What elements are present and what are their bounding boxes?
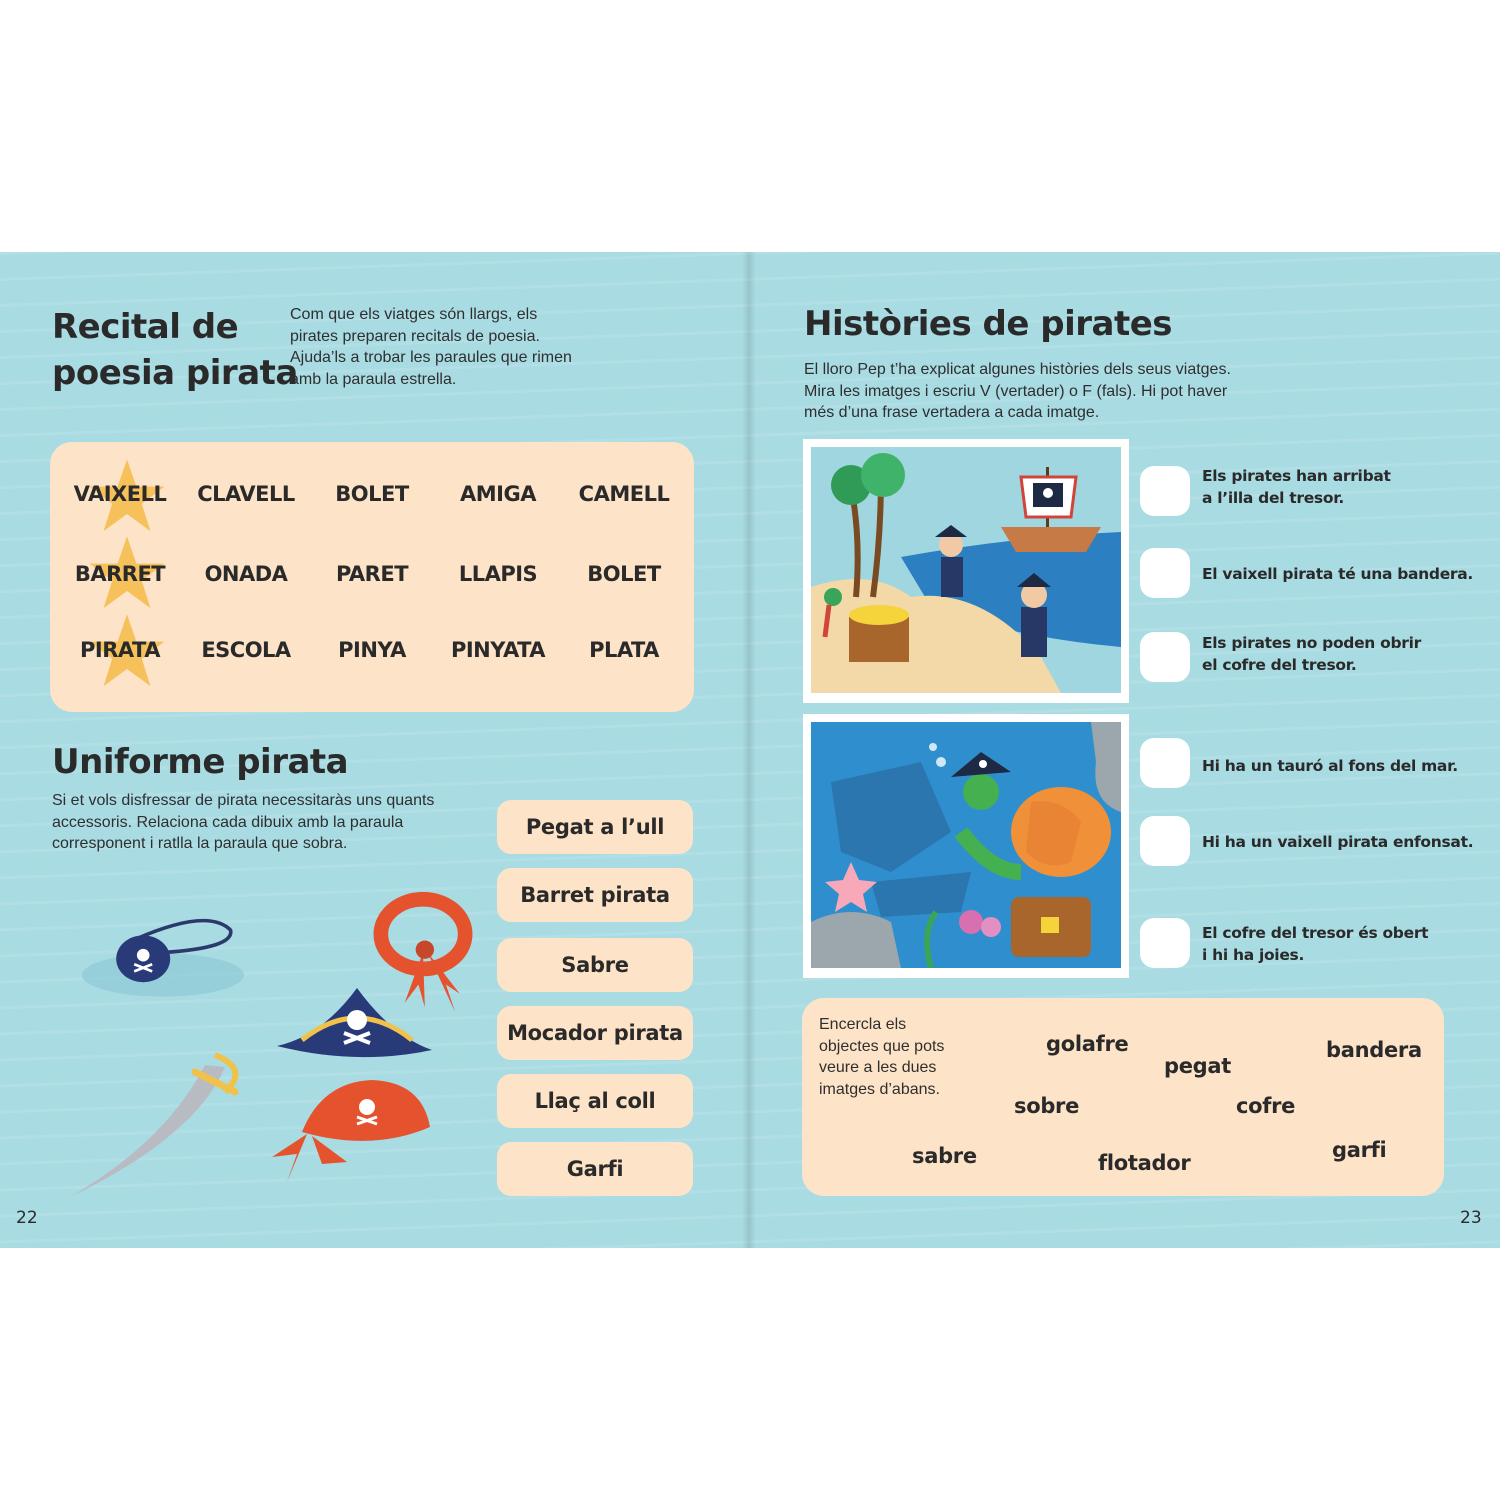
circle-word[interactable]: bandera: [1326, 1038, 1422, 1062]
island-scene-frame: [803, 439, 1129, 703]
rhyme-option[interactable]: PLATA: [589, 638, 659, 662]
rhyme-option[interactable]: PINYATA: [450, 638, 546, 662]
book-spread: [0, 252, 1500, 1248]
match-word-button[interactable]: Mocador pirata: [497, 1006, 693, 1060]
rhyme-option[interactable]: ESCOLA: [201, 638, 291, 662]
circle-word[interactable]: sabre: [912, 1144, 977, 1168]
sabre-icon: [55, 1047, 255, 1207]
answer-box[interactable]: [1140, 466, 1190, 516]
match-word-button[interactable]: Sabre: [497, 938, 693, 992]
circle-word[interactable]: cofre: [1236, 1094, 1296, 1118]
rhyme-panel: [50, 442, 694, 712]
statement-text: Hi ha un tauró al fons del mar.: [1202, 757, 1458, 775]
star-word: VAIXELL: [73, 482, 167, 506]
match-word-button[interactable]: Garfi: [497, 1142, 693, 1196]
answer-box[interactable]: [1140, 738, 1190, 788]
statement-text: Els pirates no poden obrir el cofre del tresor.: [1202, 634, 1421, 674]
page-number-left: 22: [16, 1208, 38, 1228]
star-word: BARRET: [74, 562, 166, 586]
underwater-scene-frame: [803, 714, 1129, 978]
circle-words-panel: [802, 998, 1444, 1196]
match-word-button[interactable]: Pegat a l’ull: [497, 800, 693, 854]
island-scene-illustration: [811, 447, 1121, 693]
match-word-button[interactable]: Llaç al coll: [497, 1074, 693, 1128]
rhyme-option[interactable]: ONADA: [204, 562, 288, 586]
rhyme-option[interactable]: BOLET: [587, 562, 661, 586]
rhyme-option[interactable]: AMIGA: [460, 482, 536, 506]
eye-patch-icon: [82, 912, 262, 1002]
answer-box[interactable]: [1140, 816, 1190, 866]
star-word: PIRATA: [80, 638, 160, 662]
uniform-title: Uniforme pirata: [52, 742, 349, 782]
circle-instruction: Encercla els objectes que pots veure a les dues imatges d’abans.: [819, 1016, 945, 1098]
rhyme-option[interactable]: PINYA: [338, 638, 406, 662]
bandana-icon: [262, 1072, 462, 1212]
uniform-intro: Si et vols disfressar de pirata necessitaràs uns quants accessoris. Relaciona cada dibuix amb la paraula corresponent i ratlla la paraula que sobra.: [52, 792, 435, 852]
match-word-button[interactable]: Barret pirata: [497, 868, 693, 922]
statement-text: Els pirates han arribat a l’illa del tresor.: [1202, 467, 1391, 507]
circle-word[interactable]: sobre: [1014, 1094, 1080, 1118]
histories-title: Històries de pirates: [804, 304, 1173, 344]
histories-intro: El lloro Pep t’ha explicat algunes històries dels seus viatges. Mira les imatges i escriu V (vertader) o F (fals). Hi pot haver més d’una frase vertadera a cada imatge.: [804, 361, 1231, 421]
circle-word[interactable]: golafre: [1046, 1032, 1129, 1056]
circle-word[interactable]: flotador: [1098, 1151, 1191, 1175]
statement-text: Hi ha un vaixell pirata enfonsat.: [1202, 833, 1474, 851]
circle-word[interactable]: garfi: [1332, 1138, 1387, 1162]
page-number-right: 23: [1460, 1208, 1482, 1228]
rhyme-option[interactable]: CLAVELL: [197, 482, 295, 506]
statement-text: El vaixell pirata té una bandera.: [1202, 565, 1474, 583]
rhyme-option[interactable]: PARET: [335, 562, 409, 586]
statement-text: El cofre del tresor és obert i hi ha joies.: [1202, 924, 1429, 964]
answer-box[interactable]: [1140, 918, 1190, 968]
recital-intro: Com que els viatges són llargs, els pirates preparen recitals de poesia. Ajuda’ls a trobar les paraules que rimen amb la paraula estrella.: [290, 306, 572, 388]
rhyme-option[interactable]: BOLET: [335, 482, 409, 506]
rhyme-option[interactable]: CAMELL: [578, 482, 670, 506]
recital-title: Recital de poesia pirata: [52, 307, 298, 393]
rhyme-option[interactable]: LLAPIS: [458, 562, 538, 586]
underwater-scene-illustration: [811, 722, 1121, 968]
book-gutter: [742, 252, 756, 1248]
answer-box[interactable]: [1140, 548, 1190, 598]
circle-word[interactable]: pegat: [1164, 1054, 1232, 1078]
answer-box[interactable]: [1140, 632, 1190, 682]
pirate-hat-icon: [272, 978, 442, 1068]
